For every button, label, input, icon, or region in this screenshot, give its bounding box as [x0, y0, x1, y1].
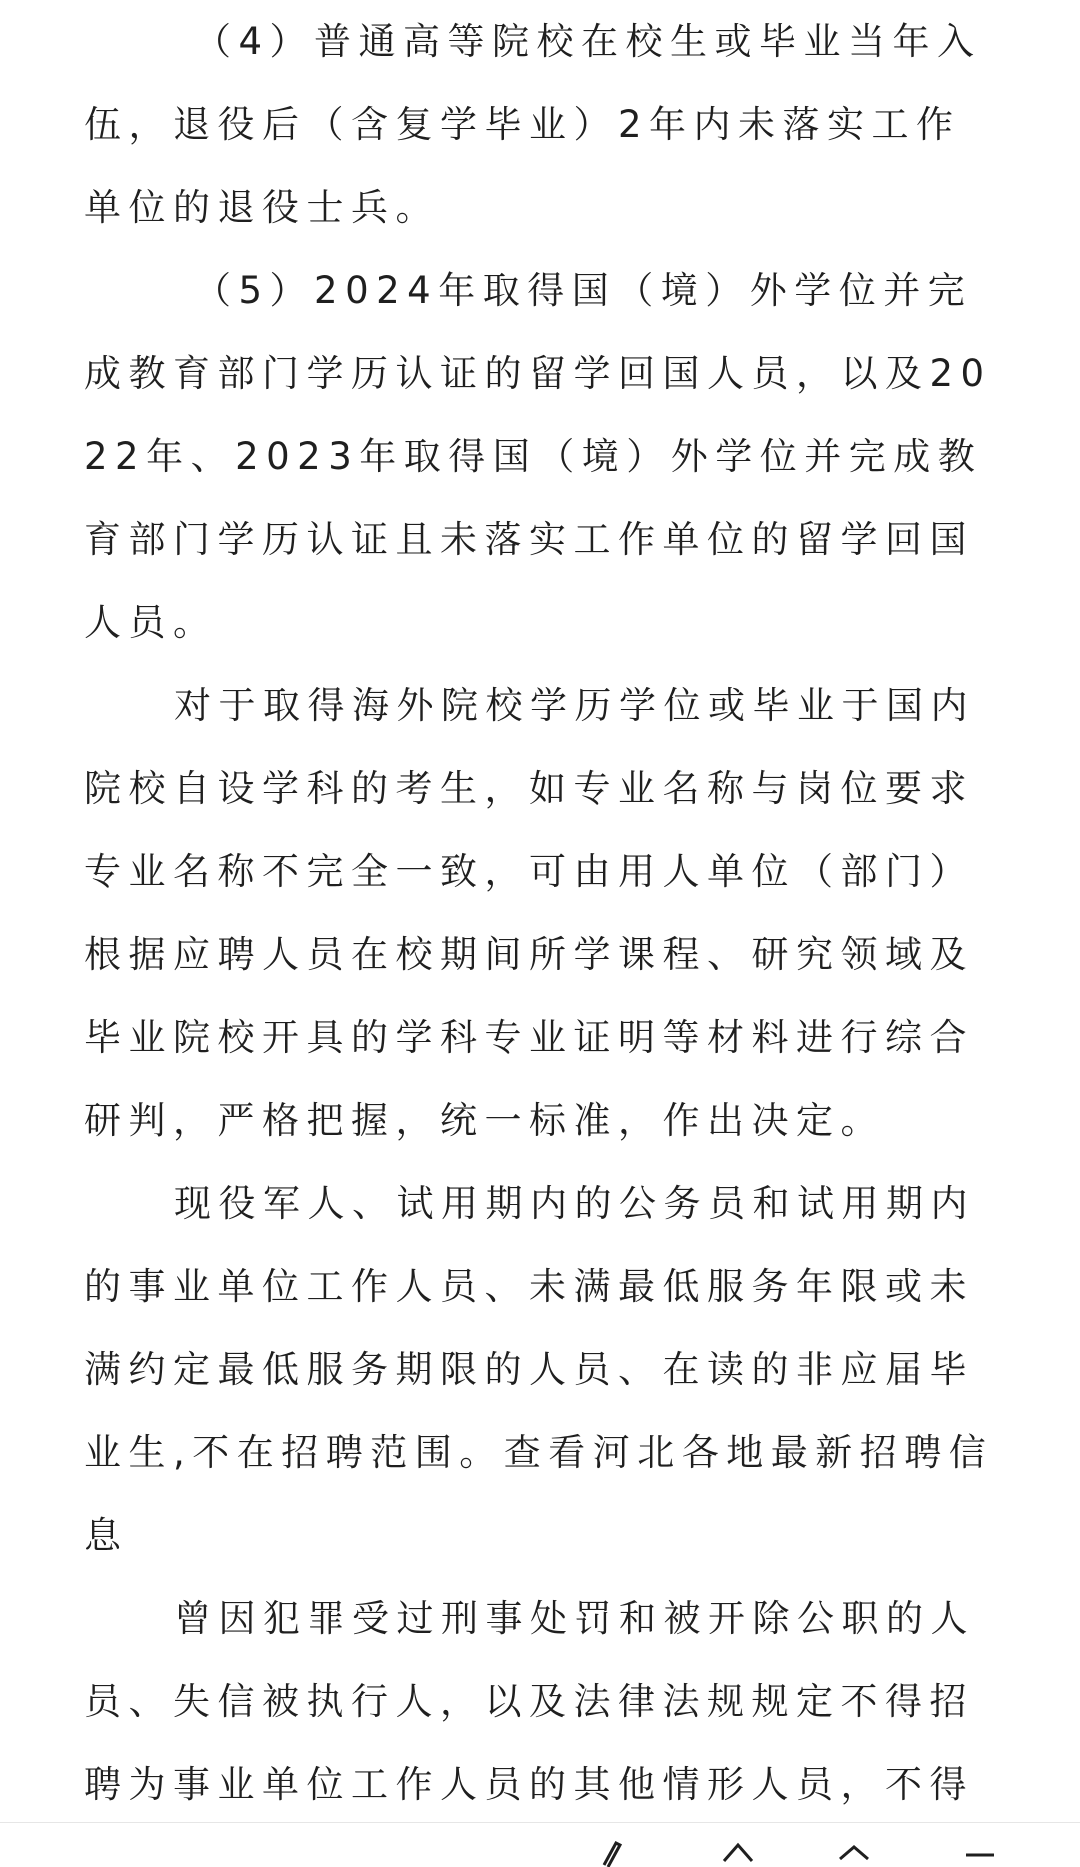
latest-recruitment-link[interactable]: 查看河北各地最新招聘信息: [84, 1431, 994, 1557]
paragraph-item-5: （5）2024年取得国（境）外学位并完成教育部门学历认证的留学回国人员，以及2022年、2023年取得国（境）外学位并完成教育部门学历认证且未落实工作单位的留学回国人员。: [84, 269, 992, 644]
home-icon[interactable]: [718, 1837, 758, 1867]
paragraph-item-4: （4）普通高等院校在校生或毕业当年入伍，退役后（含复学毕业）2年内未落实工作单位的退役士兵。: [84, 20, 982, 229]
article-body: [84, 0, 996, 1826]
bottom-toolbar: [0, 1822, 1080, 1859]
paragraph-overseas-degree: 对于取得海外院校学历学位或毕业于国内院校自设学科的考生，如专业名称与岗位要求专业名称不完全一致，可由用人单位（部门）根据应聘人员在校期间所学课程、研究领域及毕业院校开具的学科专业证明等材料进行综合研判，严格把握，统一标准，作出决定。: [84, 684, 975, 1142]
menu-icon[interactable]: [960, 1837, 1000, 1867]
share-icon[interactable]: [834, 1837, 874, 1867]
paragraph-criminal-record: 曾因犯罪受过刑事处罚和被开除公职的人员、失信被执行人，以及法律法规规定不得招聘为事业单位工作人员的其他情形人员，不得: [84, 1597, 975, 1806]
paragraph-exclusions-text: 现役军人、试用期内的公务员和试用期内的事业单位工作人员、未满最低服务年限或未满约定最低服务期限的人员、在读的非应届毕业生,不在招聘范围。: [84, 1182, 975, 1474]
edit-icon[interactable]: [590, 1837, 630, 1867]
paragraph-exclusions: [84, 1162, 996, 1577]
